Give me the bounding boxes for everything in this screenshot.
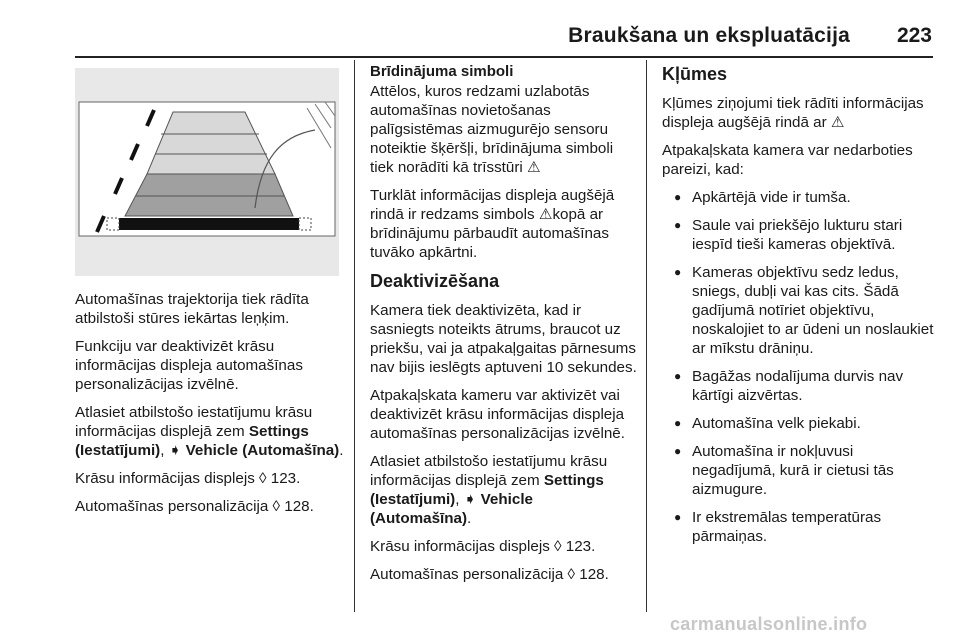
- column-2: [370, 62, 638, 593]
- page-ref-icon: ◊: [567, 566, 576, 583]
- paragraph-select-setting: Atlasiet atbilstošo iestatījumu krāsu informācijas displejā zem Settings (Iestatījumi), ➧ Vehicle (Automašīna).: [75, 404, 344, 459]
- paragraph-select-setting: Atlasiet atbilstošo iestatījumu krāsu informācijas displejā zem Settings (Iestatījumi), ➧ Vehicle (Automašīna).: [370, 453, 608, 527]
- paragraph-deactivation-1: Kamera tiek deaktivizēta, kad ir sasniegts noteikts ātrums, braucot uz priekšu, vai ja atpakaļgaitas pārnesums nav bijis ieslēgts aptuveni 10 sekundes.: [370, 302, 637, 376]
- list-item: ● Kameras objektīvu sedz ledus, sniegs, dubļi vai kas cits. Šādā gadījumā notīriet objektīvu, noskalojiet to ar ūdeni un noslaukiet ar mīkstu drāniņu.: [662, 263, 934, 358]
- paragraph-warning-symbols: Attēlos, kuros redzami uzlabotās automašīnas novietošanas palīgsistēmas aizmugurējo sensoru noteiktie šķēršļi, brīdinājuma simboli tiek norādīti kā trīsstūri ⚠: [370, 83, 614, 176]
- page-number: 223: [896, 24, 932, 47]
- page-ref-icon: ◊: [554, 538, 562, 555]
- warning-triangle-icon: ⚠: [527, 159, 541, 176]
- settings-menu-label: Settings (Iestatījumi): [370, 472, 604, 508]
- paragraph-camera-may-fail: Atpakaļskata kamera var nedarboties pareizi, kad:: [662, 142, 913, 178]
- arrow-icon: ➧: [168, 442, 182, 459]
- reference-personalization: Automašīnas personalizācija ◊ 128.: [370, 566, 609, 583]
- paragraph-deactivation-2: Atpakaļskata kameru var aktivizēt vai deaktivizēt krāsu informācijas displeja automašīnas personalizācijas izvēlnē.: [370, 387, 625, 442]
- vehicle-menu-label: Vehicle (Automašīna): [370, 491, 533, 527]
- column-3: [662, 62, 934, 555]
- warning-triangle-icon: ⚠: [538, 206, 553, 223]
- rear-camera-illustration: [75, 68, 339, 276]
- list-item: ● Bagāžas nodalījuma durvis nav kārtīgi aizvērtas.: [662, 367, 934, 405]
- page-ref-icon: ◊: [272, 498, 281, 515]
- paragraph-fault-messages: Kļūmes ziņojumi tiek rādīti informācijas displeja augšējā rindā ar ⚠: [662, 95, 924, 131]
- list-item: ● Apkārtējā vide ir tumša.: [662, 188, 934, 207]
- arrow-icon: ➧: [463, 491, 477, 508]
- fault-conditions-list: [662, 188, 934, 546]
- list-item: ● Automašīna velk piekabi.: [662, 414, 934, 433]
- watermark: carmanualsonline.info: [670, 614, 868, 634]
- column-divider-right: [646, 60, 647, 612]
- reference-color-display: Krāsu informācijas displejs ◊ 123.: [370, 538, 596, 555]
- paragraph-deactivate: Funkciju var deaktivizēt krāsu informācijas displeja automašīnas personalizācijas izvēlnē.: [75, 338, 303, 393]
- settings-menu-label: Settings (Iestatījumi): [75, 423, 309, 459]
- column-divider-left: [354, 60, 355, 612]
- reference-personalization: Automašīnas personalizācija ◊ 128.: [75, 498, 314, 515]
- figure-caption: Automašīnas trajektorija tiek rādīta atbilstoši stūres iekārtas leņķim.: [75, 291, 309, 327]
- list-item: ● Saule vai priekšējo lukturu stari iespīd tieši kameras objektīvā.: [662, 216, 934, 254]
- warning-triangle-icon: ⚠: [830, 114, 845, 131]
- vehicle-menu-label: Vehicle (Automašīna): [181, 442, 340, 459]
- heading-faults: Kļūmes: [662, 64, 728, 84]
- heading-deactivation: Deaktivizēšana: [370, 271, 500, 291]
- paragraph-warning-top-line: Turklāt informācijas displeja augšējā rindā ir redzams simbols ⚠kopā ar brīdinājumu pārbaudīt automašīnas tuvāko apkārtni.: [370, 187, 615, 261]
- page-header-title: Braukšana un ekspluatācija: [568, 24, 850, 47]
- column-1: [75, 290, 347, 525]
- header-divider: [75, 56, 933, 58]
- list-item: ● Automašīna ir nokļuvusi negadījumā, kurā ir cietusi tās aizmugure.: [662, 442, 934, 499]
- subheading-warning-symbols: Brīdinājuma simboli: [370, 63, 514, 80]
- list-item: ● Ir ekstremālas temperatūras pārmaiņas.: [662, 508, 934, 546]
- reference-color-display: Krāsu informācijas displejs ◊ 123.: [75, 470, 301, 487]
- page-ref-icon: ◊: [259, 470, 267, 487]
